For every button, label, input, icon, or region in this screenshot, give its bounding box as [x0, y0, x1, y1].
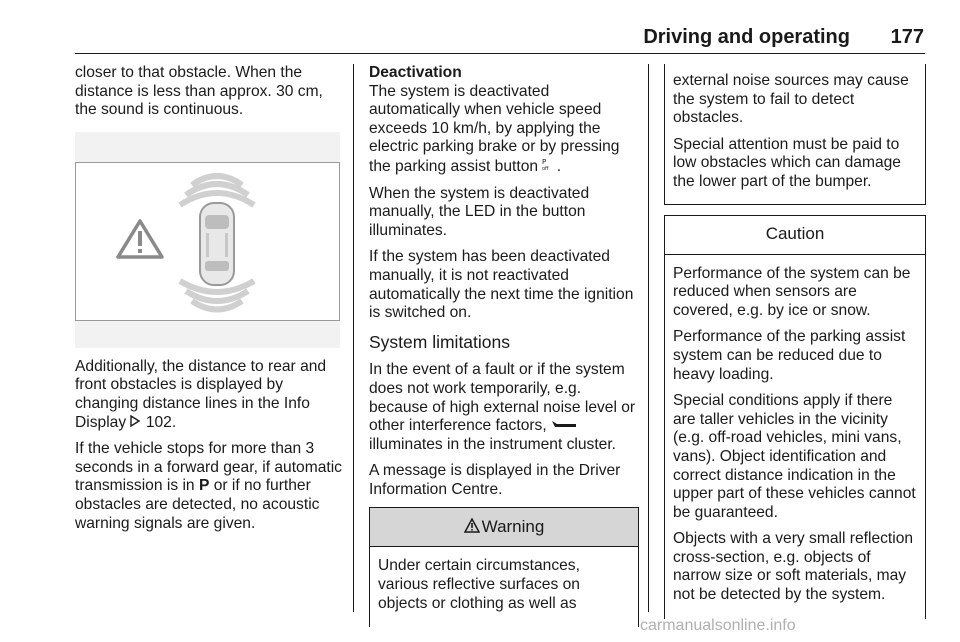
- watermark: carmanualsonline.info: [640, 617, 796, 634]
- col1-paragraph-2: Additionally, the distance to rear and front obstacles is displayed by changing distance lines in the Info Display 102.: [75, 357, 327, 431]
- caution-text-2: Performance of the parking assist system can be reduced due to heavy loading.: [673, 328, 906, 383]
- column-separator-1: [353, 64, 354, 612]
- col2-paragraph-3: If the system has been deactivated manually, it is not reactivated automatically the next time the ignition is switched on.: [369, 248, 634, 322]
- section-heading-system-limitations: System limitations: [369, 331, 511, 352]
- column-separator-2: [648, 64, 649, 612]
- column-2: [369, 64, 639, 627]
- header-title: Driving and operating: [643, 26, 850, 48]
- page-reference-link[interactable]: 102.: [145, 413, 177, 431]
- caution-text-4: Objects with a very small reflection cross-section, e.g. objects of narrow size or soft materials, may not be detected by the system.: [673, 530, 914, 604]
- warning-box: [369, 507, 639, 627]
- parking-assist-display-illustration: [76, 163, 339, 320]
- page-reference-icon: [130, 414, 141, 433]
- warning-continued-text-2: Special attention must be paid to low obstacles which can damage the lower part of the bumper.: [673, 135, 901, 190]
- warning-continued-text-1: external noise sources may cause the system to fail to detect obstacles.: [673, 72, 909, 127]
- warning-sign-icon: [464, 518, 480, 538]
- header-rule: [75, 53, 925, 54]
- triangle-warning-icon: [118, 221, 162, 257]
- warning-title: Warning: [481, 517, 545, 537]
- deactivation-block: Deactivation The system is deactivated automatically when vehicle speed exceeds 10 km/h, by applying the electric parking brake or by pressing the parking assist button P off .: [369, 64, 620, 175]
- caution-box: [664, 215, 926, 619]
- caution-title: Caution: [765, 224, 825, 244]
- column-3: [664, 64, 926, 619]
- car-top-view-icon: [200, 203, 234, 285]
- front-distance-arcs: [180, 176, 254, 205]
- deactivation-label: Deactivation: [369, 64, 462, 81]
- figure-frame: [75, 162, 340, 321]
- column-1: [75, 64, 343, 541]
- warning-box-continued: [664, 64, 926, 205]
- col2-paragraph-2: When the system is deactivated manually, the LED in the button illuminates.: [369, 184, 590, 239]
- parking-assist-button-icon: [542, 158, 556, 175]
- parking-assist-figure: [75, 132, 340, 348]
- caution-box-header: [665, 216, 925, 255]
- caution-text-3: Special conditions apply if there are taller vehicles in the vicinity (e.g. off-road vehicles, mini vans, vans). Object identification and correct distance indication in the upper part of these vehicles cannot be guaranteed.: [673, 392, 916, 521]
- caution-text-1: Performance of the system can be reduced when sensors are covered, e.g. by ice or snow.: [673, 264, 911, 319]
- warning-box-header: [370, 508, 638, 547]
- svg-text:off: off: [542, 165, 549, 171]
- col2-paragraph-5: A message is displayed in the Driver Information Centre.: [369, 462, 621, 498]
- page-number: 177: [890, 26, 924, 48]
- col1-paragraph-3: If the vehicle stops for more than 3 seconds in a forward gear, if automatic transmission is in P or if no further obstacles are detected, no acoustic warning signals are given.: [75, 440, 342, 532]
- col2-paragraph-4: In the event of a fault or if the system does not work temporarily, e.g. because of high external noise level or other interference factors, illuminates in the instrument cluster.: [369, 361, 636, 453]
- parking-assist-fault-icon: [551, 417, 577, 434]
- col1-paragraph-1: closer to that obstacle. When the distance is less than approx. 30 cm, the sound is continuous.: [75, 64, 323, 119]
- warning-text: Under certain circumstances, various reflective surfaces on objects or clothing as well as: [378, 557, 580, 612]
- warning-box-body: [370, 547, 638, 627]
- svg-text:P: P: [542, 157, 547, 166]
- caution-box-body: [665, 255, 925, 619]
